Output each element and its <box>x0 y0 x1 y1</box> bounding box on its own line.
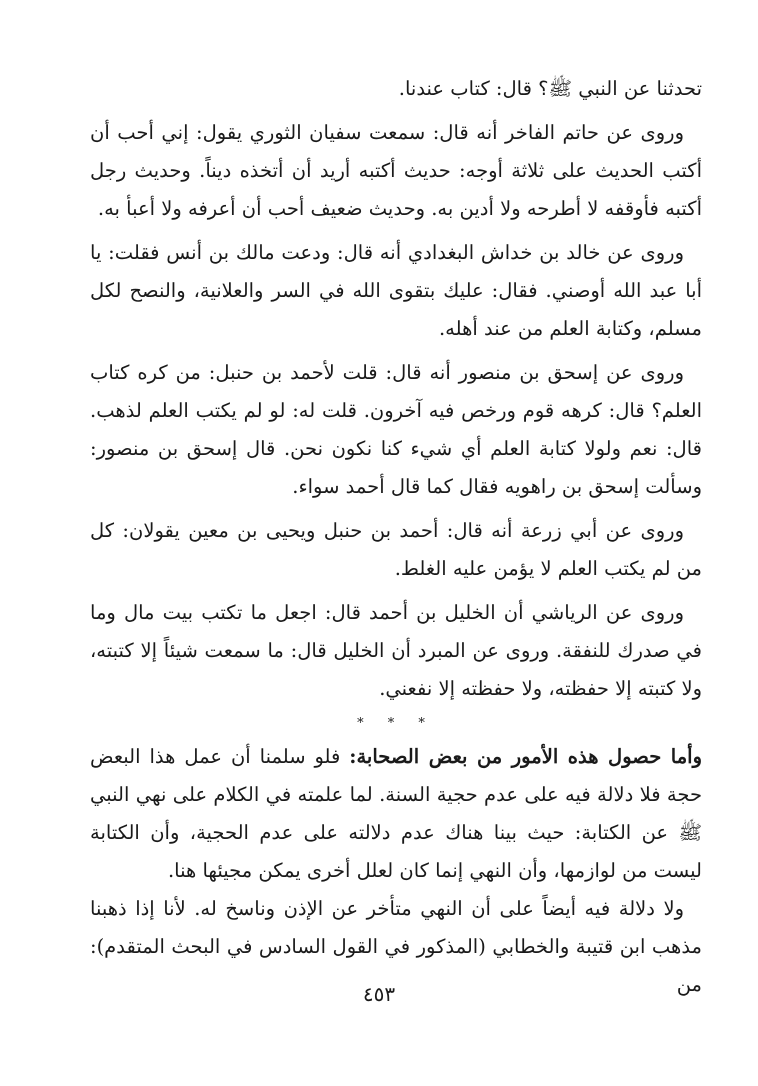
page-number: ٤٥٣ <box>362 982 396 1006</box>
section-separator: * * * <box>357 716 435 731</box>
paragraph-1: تحدثنا عن النبي ﷺ؟ قال: كتاب عندنا. <box>398 77 702 100</box>
paragraph-3: وروى عن خالد بن خداش البغدادي أنه قال: ودعت مالك بن أنس فقلت: يا أبا عبد الله أوصني. فقال: عليك بتقوى الله في السر والعلانية، والنصح لكل مسلم، وكتابة العلم من عند أهله. <box>90 241 702 340</box>
section-paragraph <box>90 738 702 890</box>
paragraph-2: وروى عن حاتم الفاخر أنه قال: سمعت سفيان الثوري يقول: إني أحب أن أكتب الحديث على ثلاثة أوجه: حديث أكتبه أريد أن أتخذه ديناً. وحديث رجل أكتبه فأوقفه لا أطرحه ولا أدين به. وحديث ضعيف أحب أن أعرفه ولا أعبأ به. <box>90 121 702 220</box>
section-lead: وأما حصول هذه الأمور من بعض الصحابة: <box>349 745 702 768</box>
closing-paragraph: ولا دلالة فيه أيضاً على أن النهي متأخر عن الإذن وناسخ له. لأنا إذا ذهبنا مذهب ابن قتيبة والخطابي (المذكور في القول السادس في البحث المتقدم): من <box>90 897 702 996</box>
paragraph-4: وروى عن إسحق بن منصور أنه قال: قلت لأحمد بن حنبل: من كره كتاب العلم؟ قال: كرهه قوم ورخص فيه آخرون. قلت له: لو لم يكتب العلم لذهب. قال: نعم ولولا كتابة العلم أي شيء كنا نكون نحن. قال إسحق بن منصور: وسألت إسحق بن راهويه فقال كما قال أحمد سواء. <box>90 361 702 498</box>
page-body <box>90 70 702 1004</box>
paragraph-6: وروى عن الرياشي أن الخليل بن أحمد قال: اجعل ما تكتب بيت مال وما في صدرك للنفقة. وروى عن المبرد أن الخليل قال: ما سمعت شيئاً إلا كتبته، ولا كتبته إلا حفظته، ولا حفظته إلا نفعني. <box>90 601 702 700</box>
section-text: فلو سلمنا أن عمل هذا البعض حجة فلا دلالة فيه على عدم حجية السنة. لما علمته في الكلام على نهي النبي ﷺ عن الكتابة: حيث بينا هناك عدم دلالته على عدم الحجية، وأن الكتابة ليست من لوازمها، وأن النهي إنما كان لعلل أخرى يمكن مجيئها هنا. <box>90 745 702 882</box>
paragraph-5: وروى عن أبي زرعة أنه قال: أحمد بن حنبل ويحيى بن معين يقولان: كل من لم يكتب العلم لا يؤمن عليه الغلط. <box>90 519 702 580</box>
